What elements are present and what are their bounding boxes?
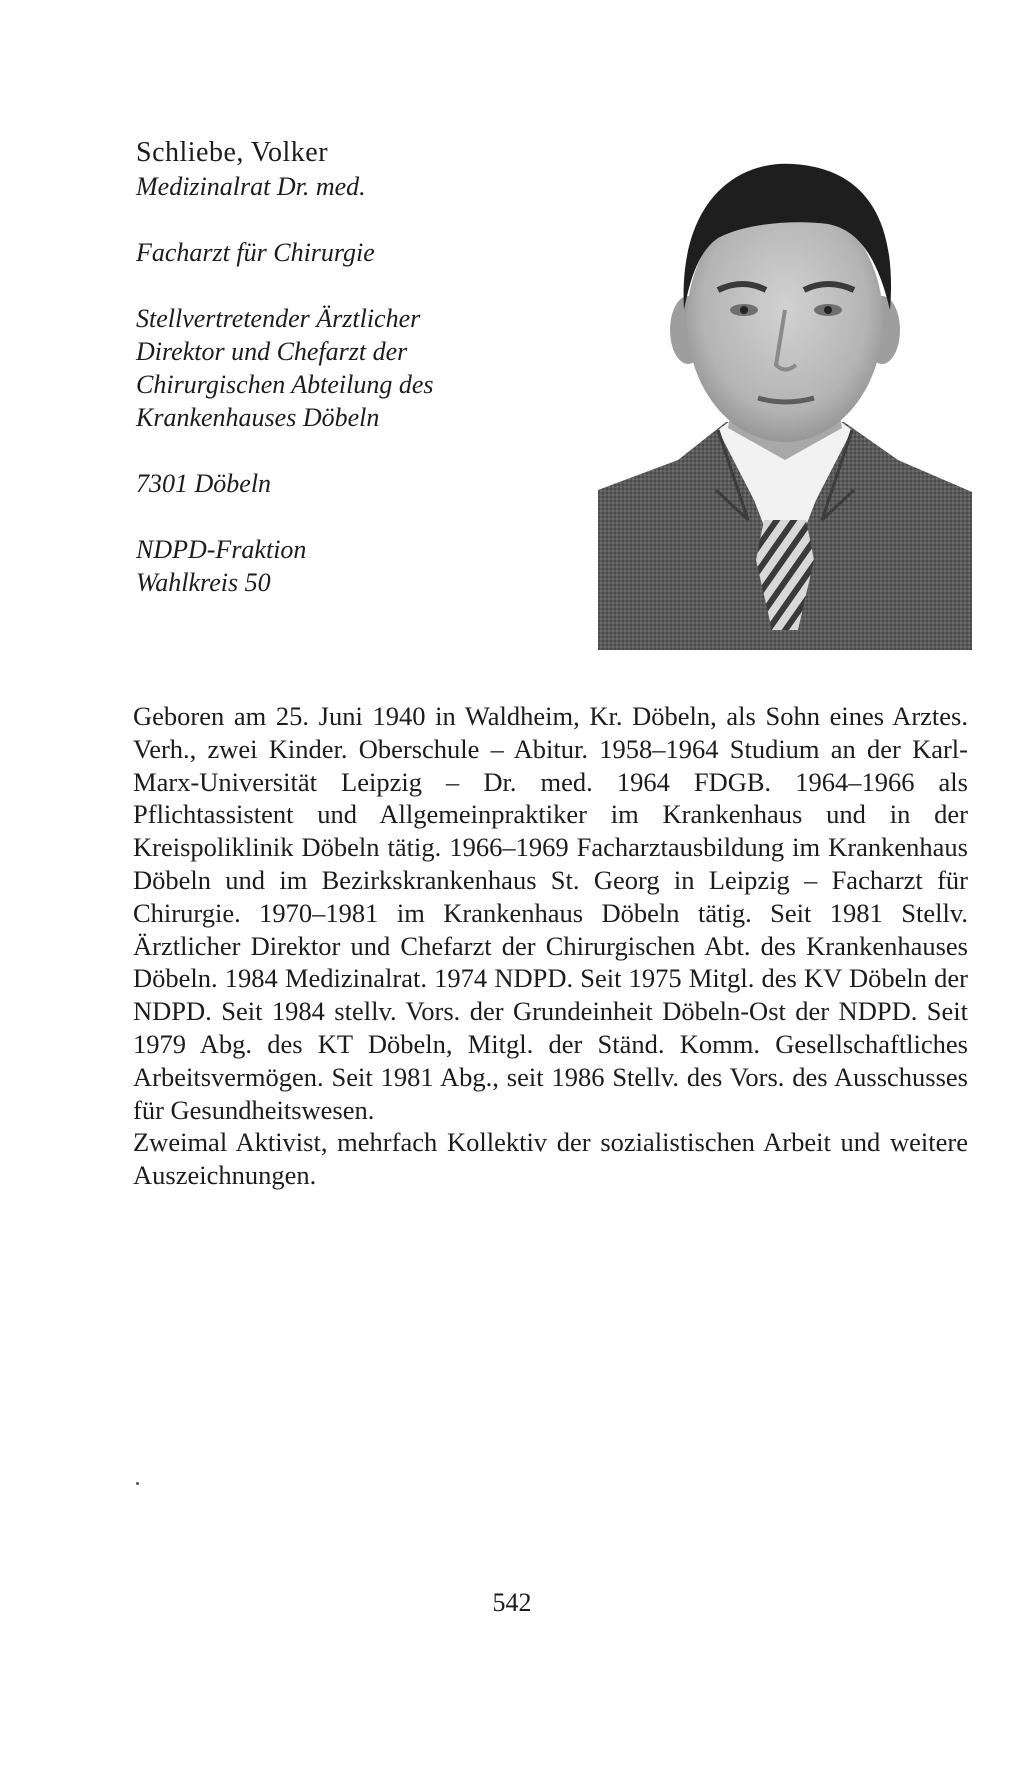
- page-number: 542: [492, 1588, 532, 1617]
- position-line: Chirurgischen Abteilung des: [136, 370, 434, 399]
- stray-mark: [136, 1482, 139, 1485]
- portrait-photo: [598, 160, 972, 650]
- biography-main: Geboren am 25. Juni 1940 in Waldheim, Kr. Döbeln, als Sohn eines Arztes. Verh., zwei Kinder. Oberschule – Abitur. 1958–1964 Studium an der Karl-Marx-Universität Leipzig – Dr. med. 1964 FDGB. 1964–1966 als Pflichtassistent und Allgemeinpraktiker im Krankenhaus und in der Kreispoliklinik Döbeln tätig. 1966–1969 Facharztausbildung im Krankenhaus Döbeln und im Bezirkskrankenhaus St. Georg in Leipzig – Facharzt für Chirurgie. 1970–1981 im Krankenhaus Döbeln tätig. Seit 1981 Stellv. Ärztlicher Direktor und Chefarzt der Chirurgischen Abt. des Krankenhauses Döbeln. 1984 Medizinalrat. 1974 NDPD. Seit 1975 Mitgl. des KV Döbeln der NDPD. Seit 1984 stellv. Vors. der Grundeinheit Döbeln-Ost der NDPD. Seit 1979 Abg. des KT Döbeln, Mitgl. der Ständ. Komm. Gesellschaftliches Arbeitsvermögen. Seit 1981 Abg., seit 1986 Stellv. des Vors. des Ausschusses für Gesundheitswesen.: [133, 701, 968, 1125]
- person-specialty: Facharzt für Chirurgie: [136, 238, 375, 267]
- entry-header: [136, 136, 596, 599]
- position-line: Direktor und Chefarzt der: [136, 337, 408, 366]
- person-constituency: Wahlkreis 50: [136, 568, 271, 597]
- biography: [133, 700, 968, 1192]
- position-line: Krankenhauses Döbeln: [136, 403, 380, 432]
- person-title: Medizinalrat Dr. med.: [136, 172, 366, 201]
- person-faction: NDPD-Fraktion: [136, 535, 307, 564]
- biography-awards: Zweimal Aktivist, mehrfach Kollektiv der sozialistischen Arbeit und weitere Auszeichnungen.: [133, 1127, 968, 1191]
- position-line: Stellvertretender Ärztlicher: [136, 304, 421, 333]
- person-name: Schliebe, Volker: [136, 137, 329, 168]
- person-address: 7301 Döbeln: [136, 469, 272, 498]
